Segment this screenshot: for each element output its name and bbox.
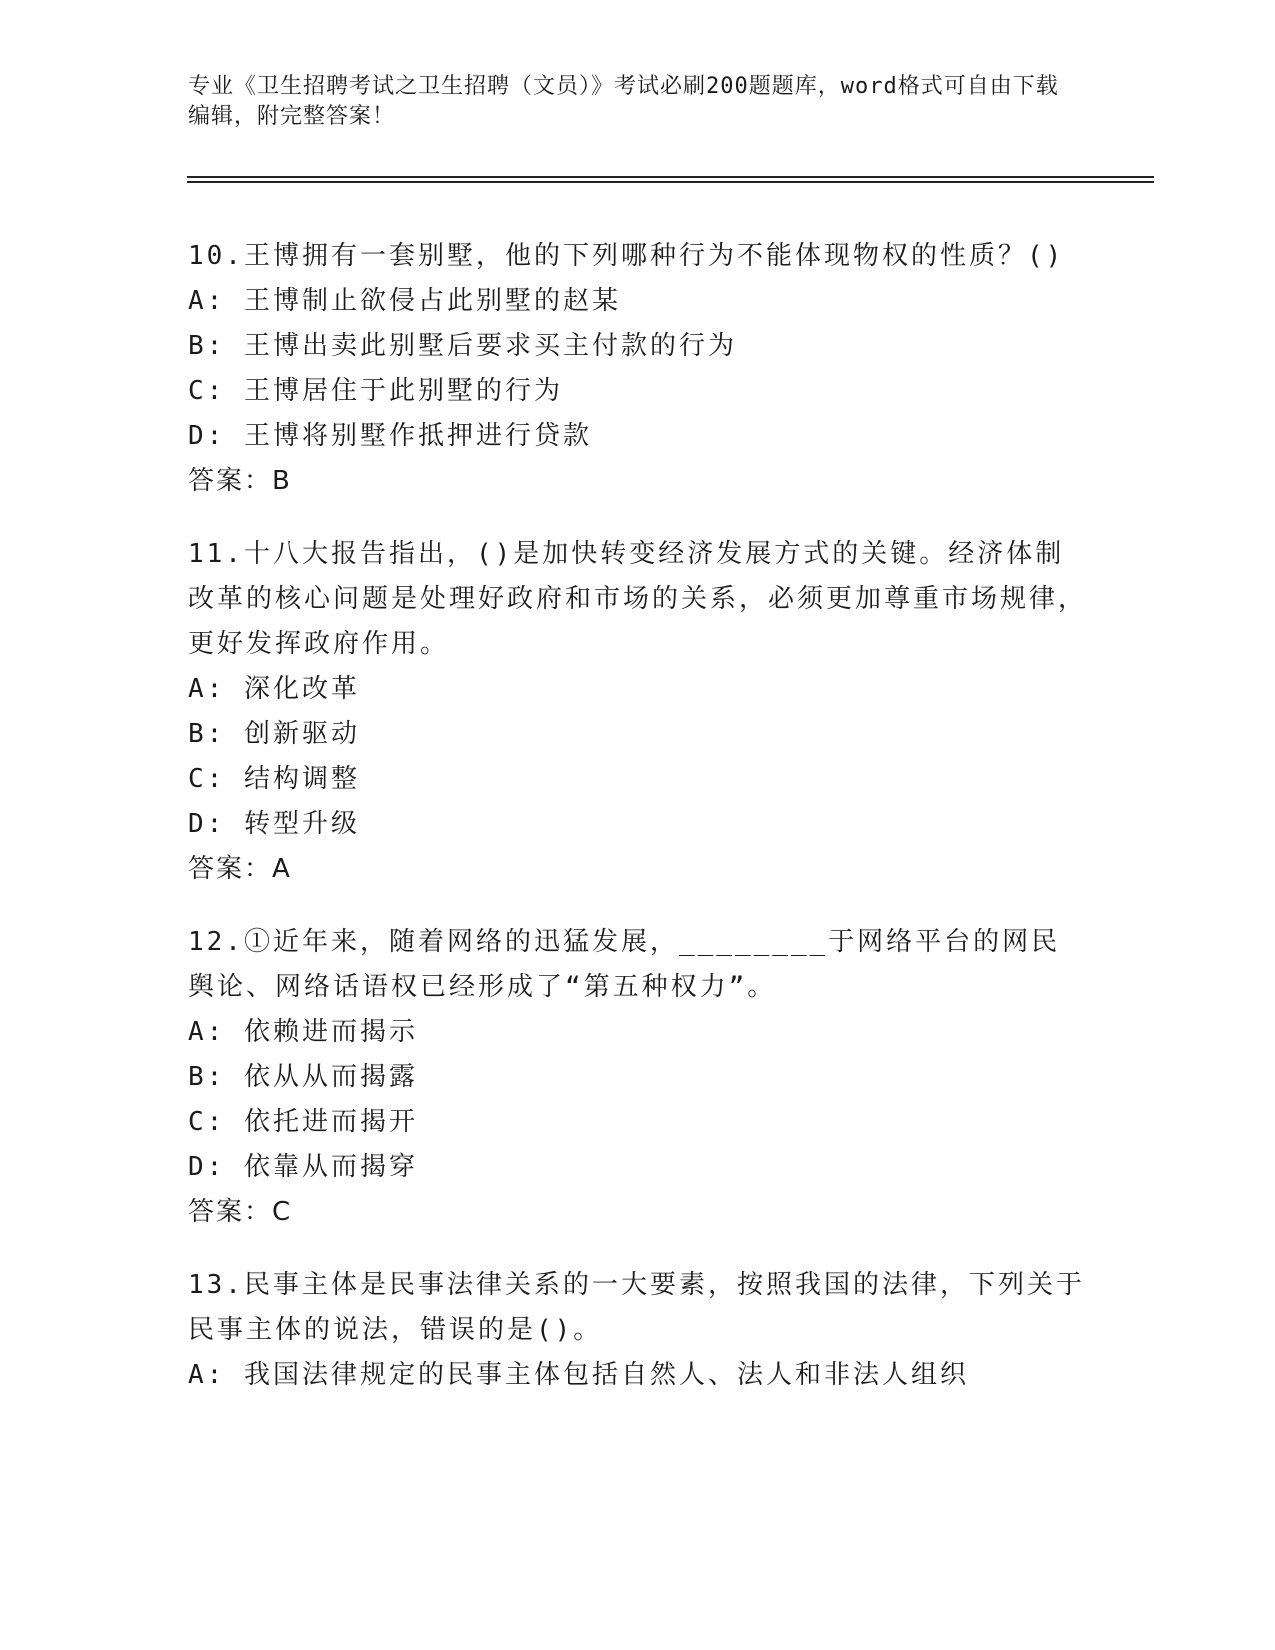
option-c: C: 依托进而揭开 (188, 1107, 418, 1137)
option-c: C: 王博居住于此别墅的行为 (188, 376, 563, 406)
option-a: A: 依赖进而揭示 (188, 1017, 418, 1047)
option-a: A: 王博制止欲侵占此别墅的赵某 (188, 286, 621, 316)
option-b: B: 王博出卖此别墅后要求买主付款的行为 (188, 331, 737, 361)
option-b: B: 创新驱动 (188, 719, 360, 749)
option-a: A: 深化改革 (188, 674, 360, 704)
option-c: C: 结构调整 (188, 764, 360, 794)
question-12 (188, 920, 1088, 1235)
question-stem: 13.民事主体是民事法律关系的一大要素，按照我国的法律，下列关于民事主体的说法，错误的是()。 (188, 1270, 1085, 1345)
question-stem: 12.①近年来，随着网络的迅猛发展，________于网络平台的网民舆论、网络话语权已经形成了“第五种权力”。 (188, 927, 1061, 1002)
answer-line: 答案：A (188, 854, 292, 884)
option-d: D: 王博将别墅作抵押进行贷款 (188, 421, 592, 451)
question-stem: 10.王博拥有一套别墅，他的下列哪种行为不能体现物权的性质？() (188, 241, 1065, 271)
question-11 (188, 532, 1088, 892)
answer-line: 答案：C (188, 1197, 293, 1227)
option-b: B: 依从从而揭露 (188, 1062, 418, 1092)
option-a: A: 我国法律规定的民事主体包括自然人、法人和非法人组织 (188, 1360, 969, 1390)
document-header: 专业《卫生招聘考试之卫生招聘（文员）》考试必刷200题题库，word格式可自由下载编辑，附完整答案！ (188, 74, 1059, 129)
header-divider-top (187, 176, 1154, 178)
question-10 (188, 234, 1088, 504)
question-13 (188, 1263, 1088, 1398)
question-list (188, 234, 1088, 1426)
option-d: D: 转型升级 (188, 809, 360, 839)
option-d: D: 依靠从而揭穿 (188, 1152, 418, 1182)
header-divider-bottom (187, 181, 1154, 183)
answer-line: 答案：B (188, 466, 292, 496)
question-stem: 11.十八大报告指出，()是加快转变经济发展方式的关键。经济体制改革的核心问题是处理好政府和市场的关系，必须更加尊重市场规律，更好发挥政府作用。 (188, 539, 1088, 659)
